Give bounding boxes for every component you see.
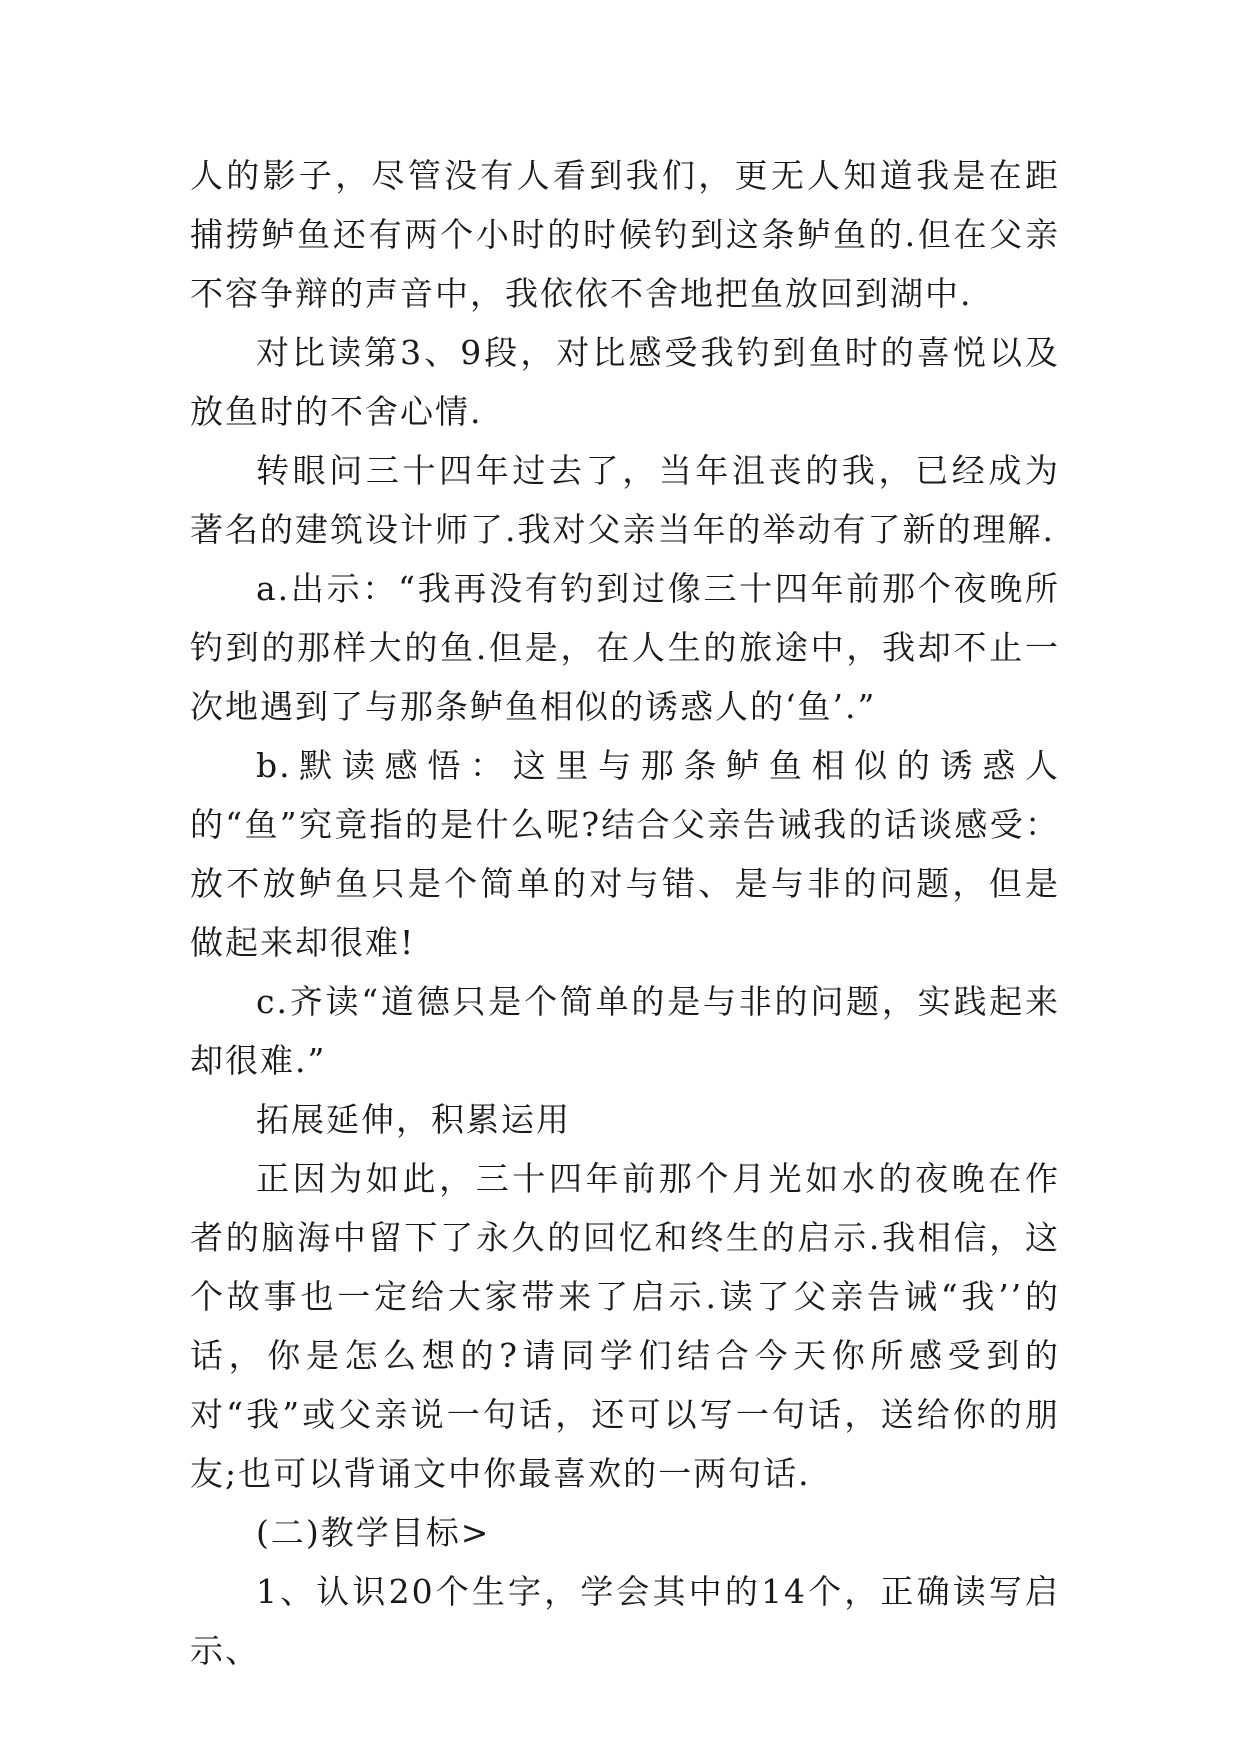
paragraph: 对比读第3、9段，对比感受我钓到鱼时的喜悦以及放鱼时的不舍心情. [190, 333, 1060, 431]
paragraph: 转眼问三十四年过去了，当年沮丧的我，已经成为著名的建筑设计师了.我对父亲当年的举动有了新的理解. [190, 451, 1060, 549]
section-heading: 拓展延伸，积累运用 [256, 1100, 571, 1139]
paragraph: b.默读感悟：这里与那条鲈鱼相似的诱惑人的“鱼”究竟指的是什么呢?结合父亲告诫我的话谈感受：放不放鲈鱼只是个简单的对与错、是与非的问题，但是做起来却很难! [190, 746, 1060, 962]
paragraph: a.出示：“我再没有钓到过像三十四年前那个夜晚所钓到的那样大的鱼.但是，在人生的旅途中，我却不止一次地遇到了与那条鲈鱼相似的诱惑人的‘鱼’.” [190, 569, 1060, 726]
paragraph: 正因为如此，三十四年前那个月光如水的夜晚在作者的脑海中留下了永久的回忆和终生的启示.我相信，这个故事也一定给大家带来了启示.读了父亲告诫“我’’的话，你是怎么想的?请同学们结合今天你所感受到的对“我”或父亲说一句话，还可以写一句话，送给你的朋友;也可以背诵文中你最喜欢的一两句话. [190, 1159, 1060, 1493]
paragraph: c.齐读“道德只是个简单的是与非的问题，实践起来却很难.” [190, 982, 1060, 1080]
paragraph: 1、认识20个生字，学会其中的14个，正确读写启示、 [190, 1572, 1060, 1670]
section-heading: (二)教学目标> [256, 1513, 491, 1552]
document-body [190, 146, 1060, 1680]
paragraph: 人的影子，尽管没有人看到我们，更无人知道我是在距捕捞鲈鱼还有两个小时的时候钓到这条鲈鱼的.但在父亲不容争辩的声音中，我依依不舍地把鱼放回到湖中. [190, 156, 1060, 313]
